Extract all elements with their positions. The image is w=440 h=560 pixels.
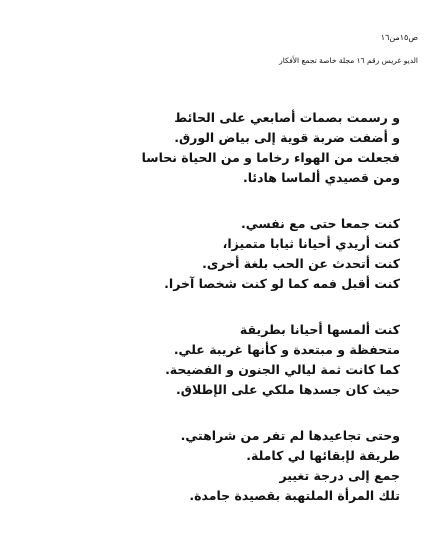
source-header: الديو غريس رقم ١٦ مجلة خاصة تجمع الأفكار (279, 56, 418, 65)
poem-line: كنت جمعا حتى مع نفسي. (241, 216, 400, 231)
poem-line: وحتى تجاعيدها لم تفر من شراهتي. (180, 428, 400, 443)
poem-line: تلك المرأة الملتهبة بقصيدة جامدة. (189, 488, 400, 503)
poem-line: حيث كان جسدها ملكي على الإطلاق. (176, 382, 400, 397)
stanza-3 (40, 320, 400, 400)
poem-line: كنت أريدي أحيانا ثيابا متميزا، (222, 236, 400, 251)
poem-line: كما كانت ثمة ليالي الجنون و الفضيحة. (165, 362, 400, 377)
poem-line: جمع إلى درجة تغيير (279, 468, 400, 483)
poem-line: كنت أقبل فمه كما لو كنت شخصا آخرا. (164, 276, 400, 291)
stanza-2 (40, 214, 400, 294)
poem-body (40, 108, 400, 506)
poem-line: فجعلت من الهواء رخاما و من الحياة نحاسا (141, 150, 400, 165)
poem-line: كنت ألمسها أحيانا بطريقة (239, 322, 400, 337)
poem-line: طريقة لإبقائها لي كاملة. (246, 448, 400, 463)
page-number: ص١٥من١٦ (380, 33, 418, 42)
poem-line: و رسمت بصمات أصابعي على الحائط (174, 110, 400, 125)
poem-line: ومن قصيدي ألماسا هادئا. (242, 170, 400, 185)
poem-line: و أضفت ضربة قوية إلى بياض الورق. (174, 130, 400, 145)
stanza-4 (40, 426, 400, 506)
poem-line: كنت أتحدث عن الحب بلغة أخرى. (202, 256, 400, 271)
stanza-1 (40, 108, 400, 188)
poem-line: متحفظة و مبتعدة و كأنها غريبة علي. (173, 342, 400, 357)
